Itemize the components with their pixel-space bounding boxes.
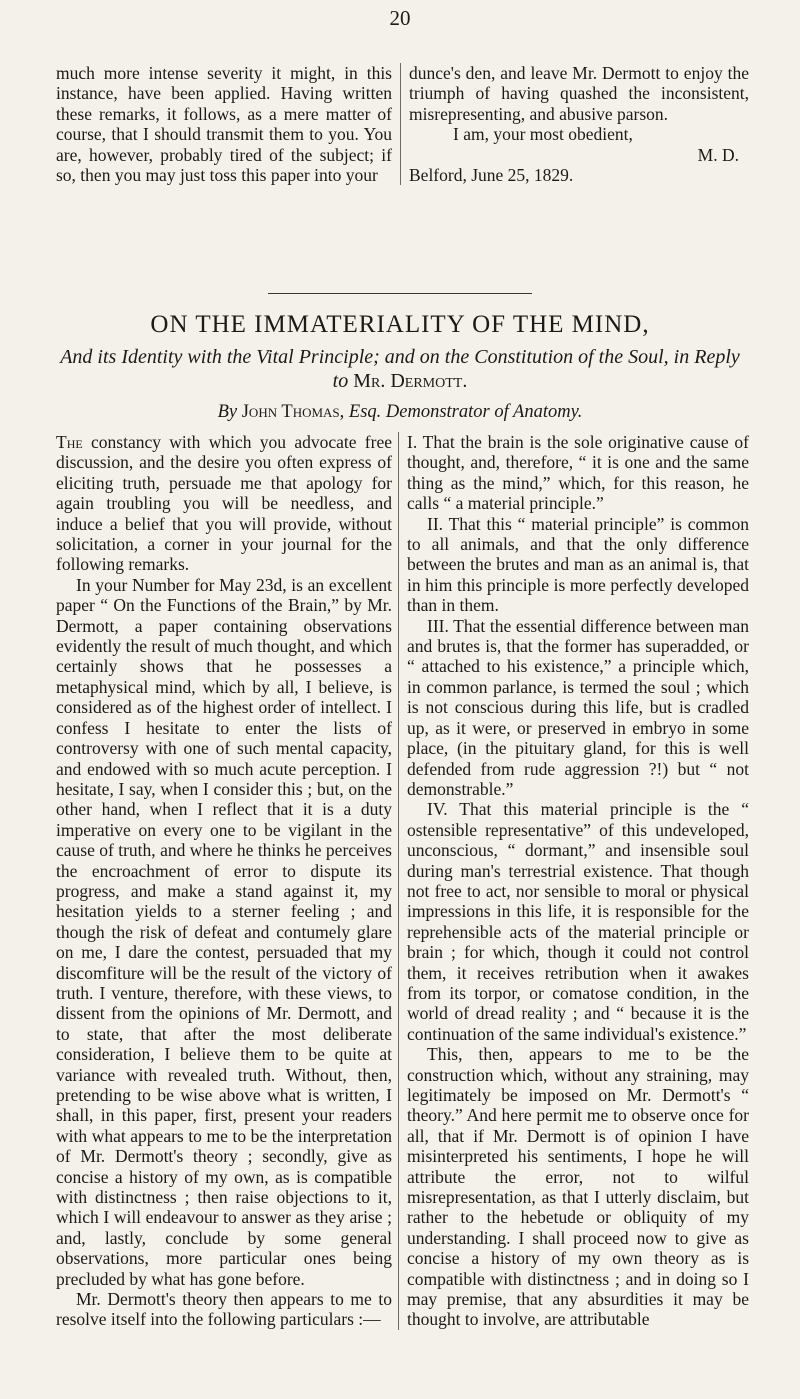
article-subtitle-text: And its Identity with the Vital Principle; and on the Constitution of the Soul, in Reply to <box>60 346 740 392</box>
body-right-column <box>398 432 749 1330</box>
byline-author: John Thomas, <box>241 402 345 422</box>
point-ii: II. That this “ material principle” is common to all animals, and that the only difference between the brutes and man as an animal is, that in him this principle is more perfectly developed than in them. <box>407 513 749 616</box>
top-left-column <box>56 63 392 185</box>
letter-place-date: Belford, June 25, 1829. <box>409 165 574 186</box>
body-left-column <box>56 432 392 1330</box>
article-title: ON THE IMMATERIALITY OF THE MIND, <box>150 311 650 338</box>
byline-suffix: Esq. Demonstrator of Anatomy. <box>348 402 583 422</box>
letter-closing-paragraph: much more intense severity it might, in this instance, have been applied. Having written these remarks, it follows, as a mere matter of course, that I should transmit them to you. You are, however, probably tired of the subject; if so, then you may just toss this paper into your <box>56 63 392 186</box>
body-paragraph-3: Mr. Dermott's theory then appears to me to resolve itself into the following particulars :— <box>56 1289 392 1330</box>
top-right-column <box>400 63 749 185</box>
body-paragraph-1-text: constancy with which you advocate free discussion, and the desire you often express of eliciting truth, persuade me that apology for again troubling you will be needless, and induce a belief that you will provide, without solicitation, a corner in your journal for the following remarks. <box>56 432 392 575</box>
point-i: I. That the brain is the sole originative cause of thought, and, therefore, “ it is one and the same thing as the mind,” which, for this reason, he calls “ a material principle.” <box>407 432 749 514</box>
byline-prefix: By <box>217 402 238 422</box>
letter-signoff: I am, your most obedient, <box>453 124 633 145</box>
body-paragraph-2: In your Number for May 23d, is an excellent paper “ On the Functions of the Brain,” by Mr. Dermott, a paper containing observations evidently the result of much thought, and which certainly shows that he possesses a metaphysical mind, which by all, I believe, is considered as of the highest order of intellect. I confess I hesitate to enter the lists of controversy with one of such mental capacity, and endowed with so much acute perception. I hesitate, I say, when I consider this ; but, on the other hand, when I reflect that it is a duty imperative on every one to be vigilant in the cause of truth, and where he thinks he perceives the encroachment of error to dispute its progress, and make a stand against it, my hesitation yields to a sterner feeling ; and though the risk of defeat and contumely glare on me, I dare the contest, persuaded that my discomfiture will be the result of the victory of truth. I venture, therefore, with these views, to dissent from the opinions of Mr. Dermott, and to state, that after the most deliberate consideration, I believe them to be quite at variance with revealed truth. Without, then, pretending to be wise above what is written, I shall, in this paper, first, present your readers with what appears to me to be the interpretation of Mr. Dermott's theory ; secondly, give as concise a history of my own, as is compatible with distinctness ; then raise objections to it, which I will endeavour to answer as they arise ; and, lastly, conclude by some general observations, more particular ones being precluded by what has gone before. <box>56 574 392 1289</box>
lead-word: The <box>56 432 83 452</box>
body-paragraph-conclusion: This, then, appears to me to be the construction which, without any straining, may legitimately be imposed on Mr. Dermott's “ theory.” And here permit me to observe once for all, that if Mr. Dermott is of opinion I have misinterpreted his sentiments, I hope he will attribute the error, not to wilful misrepresentation, as that I utterly disclaim, but rather to the hebetude or obliquity of my understanding. I shall proceed now to give as concise a history of my own theory as is compatible with distinctness ; and in doing so I may premise, that any absurdities it may be thought to involve, are attributable <box>407 1044 749 1330</box>
page-number: 20 <box>389 6 411 30</box>
article-byline <box>0 402 800 423</box>
article-subtitle-name: Mr. Dermott. <box>353 370 468 392</box>
letter-initials: M. D. <box>697 144 739 165</box>
point-iii: III. That the essential difference between man and brutes is, that the former has superadded, or “ attached to his existence,” a principle which, in common parlance, is termed the soul ; which is not conscious during this life, but is cradled up, as it were, or preserved in embryo in some place, (in the pituitary gland, for this is well defended from rude aggression ?!) but “ not demonstrable.” <box>407 615 749 799</box>
point-iv: IV. That this material principle is the “ ostensible representative” of this undeveloped, unconscious, “ dormant,” and insensible soul during man's terrestrial existence. That though not free to act, nor sensible to moral or physical impressions in this life, it is responsible for the reprehensible acts of the material principle or brain ; for which, though it could not control them, it receives retribution when it awakes from its torpor, or comatose condition, in the world of dread reality ; and “ because it is the continuation of the same individual's existence.” <box>407 799 749 1044</box>
article-subtitle <box>50 345 750 393</box>
section-divider <box>268 293 532 294</box>
letter-closing-continued: dunce's den, and leave Mr. Dermott to enjoy the triumph of having quashed the inconsistent, misrepresenting, and abusive parson. <box>409 63 749 124</box>
body-paragraph-1 <box>56 432 392 575</box>
